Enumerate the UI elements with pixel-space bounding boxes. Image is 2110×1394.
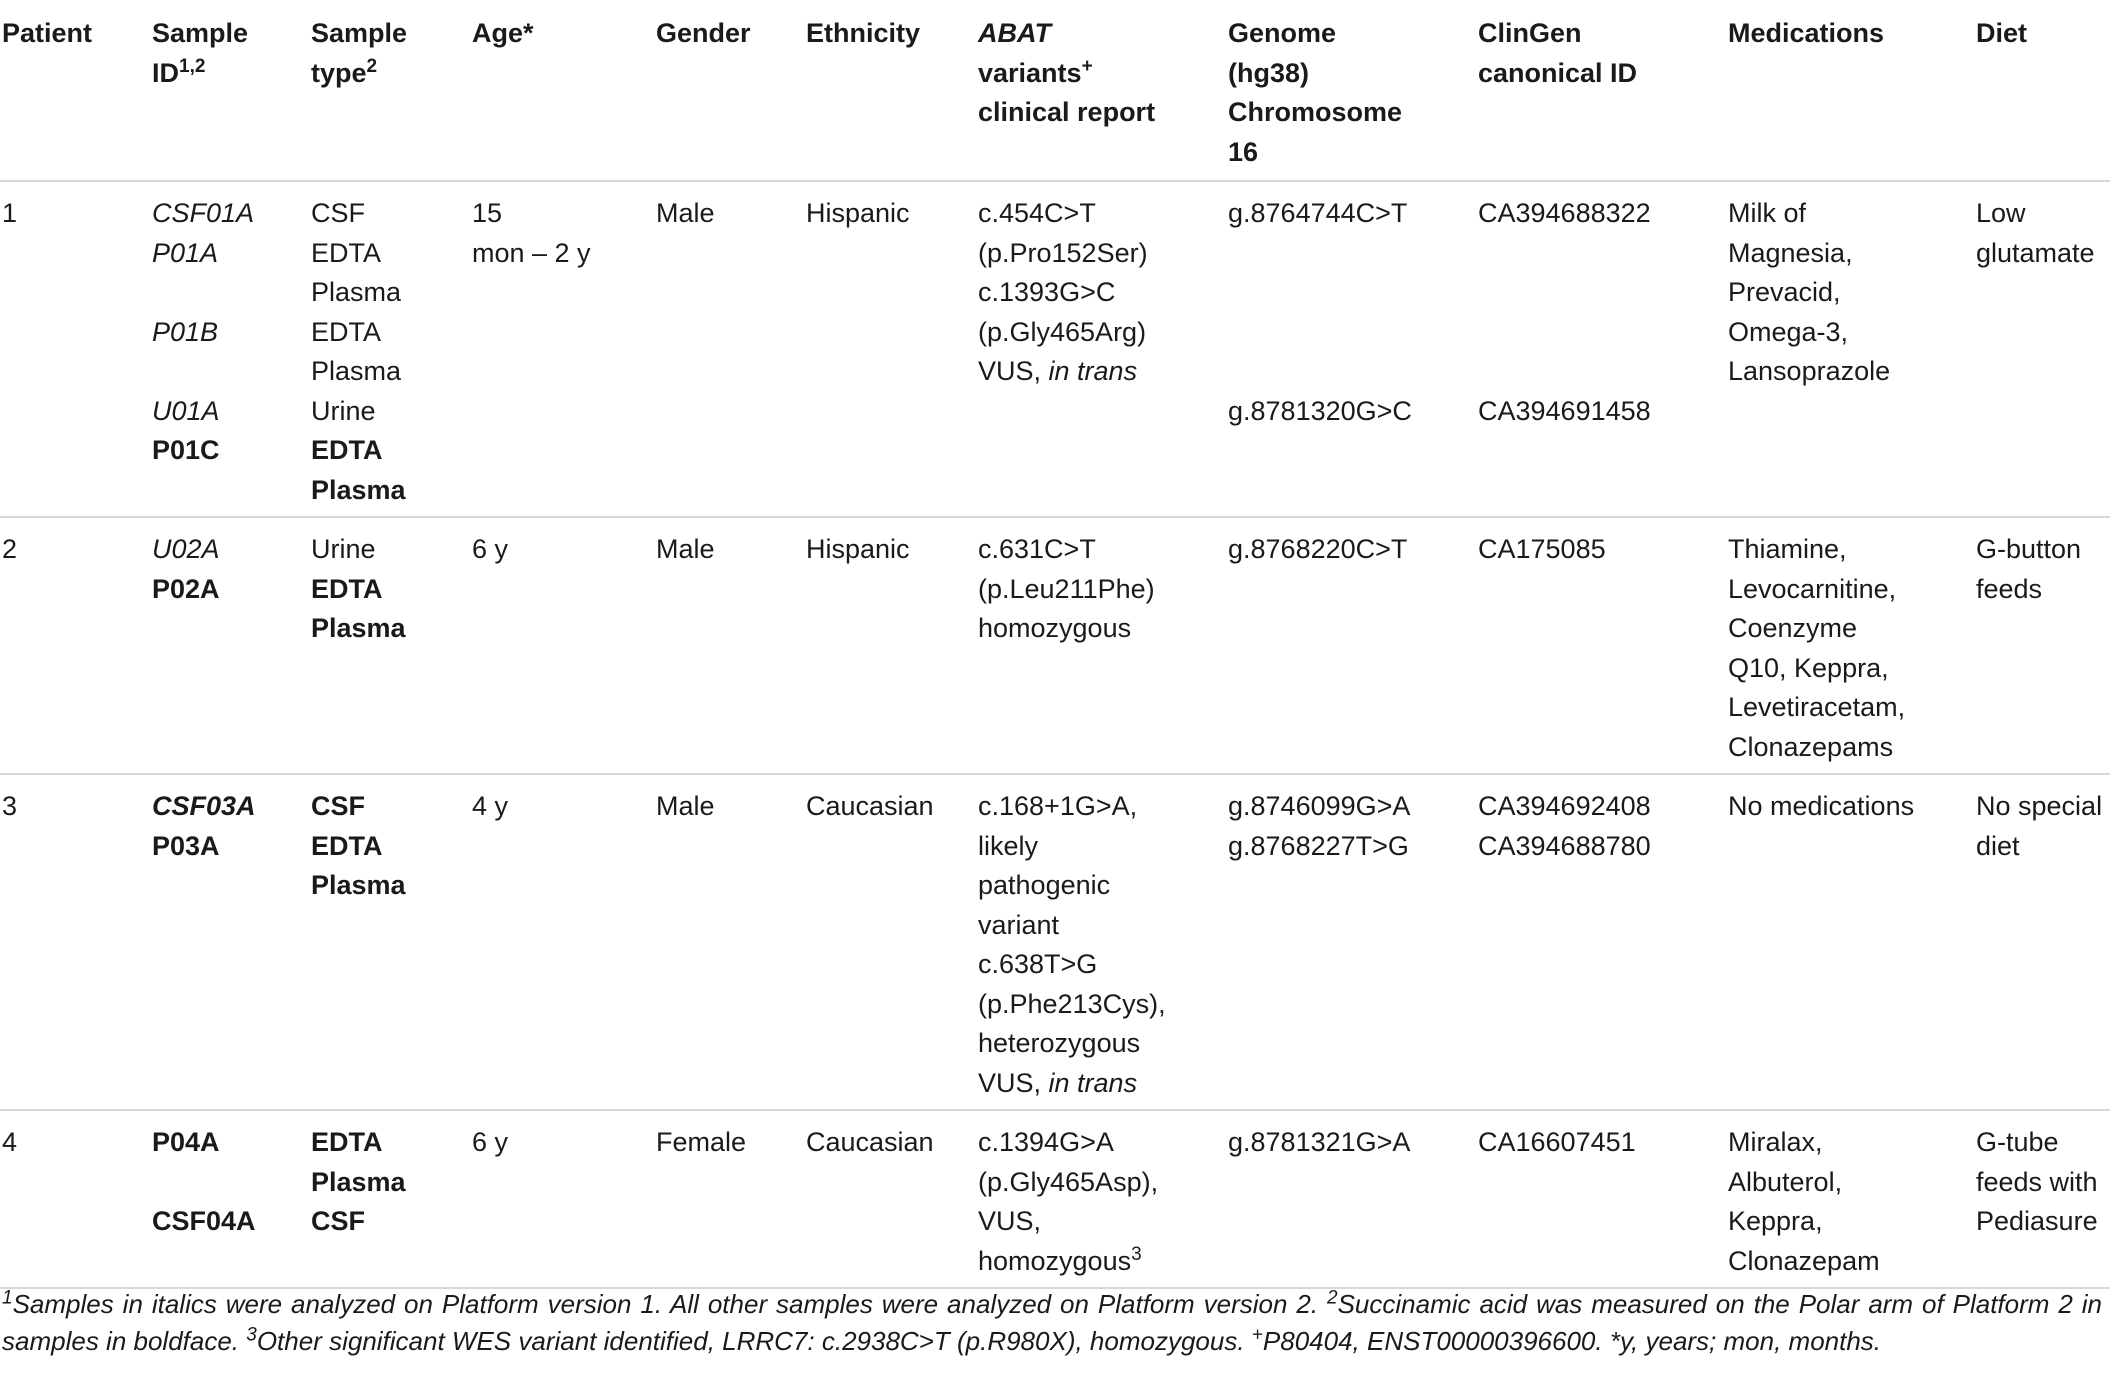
- cell-medications: [1726, 774, 1974, 1110]
- patient-number: 2: [2, 534, 18, 564]
- diet-line: Pediasure: [1976, 1206, 2098, 1236]
- cell-ethnicity: [804, 1110, 976, 1288]
- sample-type: EDTA: [311, 830, 383, 861]
- ethnicity-text: Hispanic: [806, 534, 910, 564]
- cell-variants: [976, 517, 1226, 774]
- cell-clingen: [1476, 517, 1726, 774]
- cell-diet: [1974, 774, 2110, 1110]
- sample-type: Urine: [311, 534, 376, 564]
- sample-type: Plasma: [311, 870, 406, 900]
- cell-gender: [654, 181, 804, 517]
- cell-ethnicity: [804, 181, 976, 517]
- header-medications: Medications: [1726, 0, 1974, 181]
- header-ethnicity: Ethnicity: [804, 0, 976, 181]
- sample-id: P04A: [152, 1127, 220, 1157]
- medication-line: Levetiracetam,: [1728, 692, 1906, 722]
- ethnicity-text: Caucasian: [806, 791, 934, 821]
- cell-medications: [1726, 181, 1974, 517]
- diet-line: Low: [1976, 198, 2026, 228]
- variant-line: c.1394G>A: [978, 1127, 1114, 1157]
- cell-gender: [654, 774, 804, 1110]
- variant-line: homozygous: [978, 613, 1132, 643]
- variant-line: c.638T>G: [978, 949, 1098, 979]
- sample-id: U02A: [152, 534, 220, 564]
- clingen-id: CA394691458: [1478, 395, 1651, 426]
- clingen-id: CA394688322: [1478, 198, 1651, 228]
- variant-line: c.1393G>C: [978, 277, 1116, 307]
- header-patient: Patient: [0, 0, 150, 181]
- cell-sample-type: [309, 774, 470, 1110]
- sample-type: CSF: [311, 198, 365, 228]
- blank-line: [1478, 352, 1718, 392]
- cell-age: [470, 181, 654, 517]
- cell-sample-id: [150, 1110, 309, 1288]
- blank-line: [1228, 352, 1468, 392]
- table-row: [0, 774, 2110, 1110]
- sample-type: EDTA: [311, 435, 383, 465]
- cell-gender: [654, 517, 804, 774]
- diet-line: feeds with: [1976, 1166, 2098, 1197]
- cell-medications: [1726, 517, 1974, 774]
- age-text: mon – 2 y: [472, 237, 591, 268]
- sample-type: CSF: [311, 1206, 365, 1236]
- medication-line: Lansoprazole: [1728, 356, 1891, 386]
- cell-sample-type: [309, 181, 470, 517]
- medication-line: Clonazepams: [1728, 731, 1894, 762]
- variant-line: (p.Gly465Asp),: [978, 1166, 1159, 1197]
- diet-line: glutamate: [1976, 237, 2095, 268]
- blank-line: [1478, 234, 1718, 274]
- header-sample-id: Sample ID$^{1,2}$: [150, 0, 309, 181]
- diet-line: G-button: [1976, 534, 2082, 564]
- sample-type: Plasma: [311, 474, 406, 505]
- variant-line: heterozygous: [978, 1028, 1141, 1058]
- cell-age: [470, 774, 654, 1110]
- age-text: 6 y: [472, 534, 509, 564]
- age-text: 4 y: [472, 791, 509, 821]
- header-genome: Genome (hg38) Chromosome 16: [1226, 0, 1476, 181]
- header-gender: Gender: [654, 0, 804, 181]
- sample-type: EDTA: [311, 1127, 383, 1157]
- genome-variant: g.8768227T>G: [1228, 830, 1409, 861]
- variant-line: (p.Pro152Ser): [978, 237, 1148, 268]
- medication-line: Keppra,: [1728, 1206, 1823, 1236]
- diet-line: No special: [1976, 791, 2103, 821]
- variant-line: VUS,: [978, 1206, 1042, 1236]
- variant-line: c.454C>T: [978, 198, 1096, 228]
- cell-diet: [1974, 181, 2110, 517]
- sample-type: EDTA: [311, 237, 382, 268]
- header-variants: ABAT variants+ clinical report: [976, 0, 1226, 181]
- blank-line: [152, 1163, 301, 1203]
- sample-id: CSF01A: [152, 198, 255, 228]
- header-diet: Diet: [1974, 0, 2110, 181]
- medication-line: Levocarnitine,: [1728, 573, 1897, 604]
- cell-patient: [0, 181, 150, 517]
- diet-line: diet: [1976, 830, 2020, 861]
- medication-line: Q10, Keppra,: [1728, 652, 1889, 683]
- medication-line: No medications: [1728, 791, 1915, 821]
- sample-id: P02A: [152, 573, 220, 604]
- cell-age: [470, 1110, 654, 1288]
- cell-sample-type: [309, 1110, 470, 1288]
- cell-variants: [976, 1110, 1226, 1288]
- sample-id: CSF03A: [152, 791, 256, 821]
- cell-clingen: [1476, 1110, 1726, 1288]
- blank-line: [152, 273, 301, 313]
- genome-variant: g.8768220C>T: [1228, 534, 1408, 564]
- table-row: [0, 517, 2110, 774]
- clingen-id: CA394692408: [1478, 791, 1651, 821]
- variant-line: (p.Phe213Cys),: [978, 988, 1166, 1019]
- medication-line: Miralax,: [1728, 1127, 1823, 1157]
- medication-line: Magnesia,: [1728, 237, 1853, 268]
- sample-id: P01B: [152, 316, 219, 347]
- patient-number: 3: [2, 791, 18, 821]
- table-row: [0, 181, 2110, 517]
- medication-line: Thiamine,: [1728, 534, 1847, 564]
- variant-line: c.168+1G>A,: [978, 791, 1138, 821]
- header-age: Age*: [470, 0, 654, 181]
- sample-type: Plasma: [311, 356, 402, 386]
- gender-text: Male: [656, 534, 715, 564]
- cell-medications: [1726, 1110, 1974, 1288]
- genome-variant: g.8781321G>A: [1228, 1127, 1411, 1157]
- medication-line: Omega-3,: [1728, 316, 1849, 347]
- patient-number: 4: [2, 1127, 18, 1157]
- clingen-id: CA394688780: [1478, 830, 1651, 861]
- header-row: [0, 0, 2110, 181]
- gender-text: Male: [656, 791, 715, 821]
- header-clingen: ClinGen canonical ID: [1476, 0, 1726, 181]
- sample-id: P01A: [152, 237, 219, 268]
- cell-clingen: [1476, 774, 1726, 1110]
- cell-sample-id: [150, 181, 309, 517]
- blank-line: [1478, 273, 1718, 313]
- age-text: 6 y: [472, 1127, 509, 1157]
- clingen-id: CA16607451: [1478, 1127, 1636, 1157]
- age-text: 15: [472, 198, 503, 228]
- sample-id: P03A: [152, 830, 220, 861]
- blank-line: [1228, 273, 1468, 313]
- clingen-id: CA175085: [1478, 534, 1606, 564]
- cell-sample-id: [150, 517, 309, 774]
- medication-line: Clonazepam: [1728, 1245, 1880, 1276]
- sample-type: Urine: [311, 395, 376, 426]
- cell-age: [470, 517, 654, 774]
- gender-text: Female: [656, 1127, 747, 1157]
- patient-number: 1: [2, 198, 18, 228]
- cell-genome: [1226, 1110, 1476, 1288]
- medication-line: Milk of: [1728, 198, 1807, 228]
- blank-line: [152, 352, 301, 392]
- cell-clingen: [1476, 181, 1726, 517]
- cell-variants: [976, 774, 1226, 1110]
- variant-line: c.631C>T: [978, 534, 1096, 564]
- variant-line: likely: [978, 830, 1039, 861]
- diet-line: feeds: [1976, 573, 2043, 604]
- ethnicity-text: Hispanic: [806, 198, 910, 228]
- medication-line: Albuterol,: [1728, 1166, 1843, 1197]
- genome-variant: g.8746099G>A: [1228, 791, 1411, 821]
- cell-ethnicity: [804, 774, 976, 1110]
- blank-line: [1478, 313, 1718, 353]
- variant-line: VUS, in trans: [978, 1067, 1138, 1098]
- variant-line: variant: [978, 909, 1060, 940]
- gender-text: Male: [656, 198, 715, 228]
- diet-line: G-tube: [1976, 1127, 2059, 1157]
- blank-line: [1228, 234, 1468, 274]
- cell-patient: [0, 774, 150, 1110]
- medication-line: Coenzyme: [1728, 613, 1858, 643]
- sample-type: EDTA: [311, 573, 383, 604]
- genome-variant: g.8764744C>T: [1228, 198, 1408, 228]
- medication-line: Prevacid,: [1728, 277, 1841, 307]
- genome-variant: g.8781320G>C: [1228, 395, 1412, 426]
- sample-type: EDTA: [311, 316, 382, 347]
- cell-patient: [0, 517, 150, 774]
- cell-ethnicity: [804, 517, 976, 774]
- variant-line: VUS, in trans: [978, 356, 1138, 386]
- table-footnote: $^1$Samples in italics were analyzed on Platform version 1. All other samples were analyzed on Platform version 2. $^2$Succinamic acid was measured on the Polar arm of Platform 2 in samples in boldface. $^3$Other significant WES variant identified, LRRC7: c.2938C>T (p.R980X), homozygous. +P80404, ENST00000396600. *y, years; mon, months.: [2, 1287, 2102, 1356]
- sample-type: CSF: [311, 791, 365, 821]
- sample-id: U01A: [152, 395, 220, 426]
- variant-line: (p.Leu211Phe): [978, 573, 1155, 604]
- blank-line: [1228, 313, 1468, 353]
- cell-gender: [654, 1110, 804, 1288]
- variant-line: (p.Gly465Arg): [978, 316, 1147, 347]
- sample-id: P01C: [152, 435, 220, 465]
- ethnicity-text: Caucasian: [806, 1127, 934, 1157]
- sample-id: CSF04A: [152, 1206, 256, 1236]
- header-sample-type: Sample type$^2$: [309, 0, 470, 181]
- cell-sample-id: [150, 774, 309, 1110]
- variant-line: pathogenic: [978, 870, 1111, 900]
- cell-variants: [976, 181, 1226, 517]
- sample-type: Plasma: [311, 613, 406, 643]
- sample-type: Plasma: [311, 1166, 406, 1197]
- variant-line: homozygous$^3$: [978, 1243, 1142, 1276]
- cell-patient: [0, 1110, 150, 1288]
- table-row: [0, 1110, 2110, 1288]
- cell-diet: [1974, 517, 2110, 774]
- cell-genome: [1226, 517, 1476, 774]
- sample-type: Plasma: [311, 277, 402, 307]
- cell-diet: [1974, 1110, 2110, 1288]
- cell-genome: [1226, 774, 1476, 1110]
- table-body: [0, 181, 2110, 1288]
- cell-sample-type: [309, 517, 470, 774]
- cell-genome: [1226, 181, 1476, 517]
